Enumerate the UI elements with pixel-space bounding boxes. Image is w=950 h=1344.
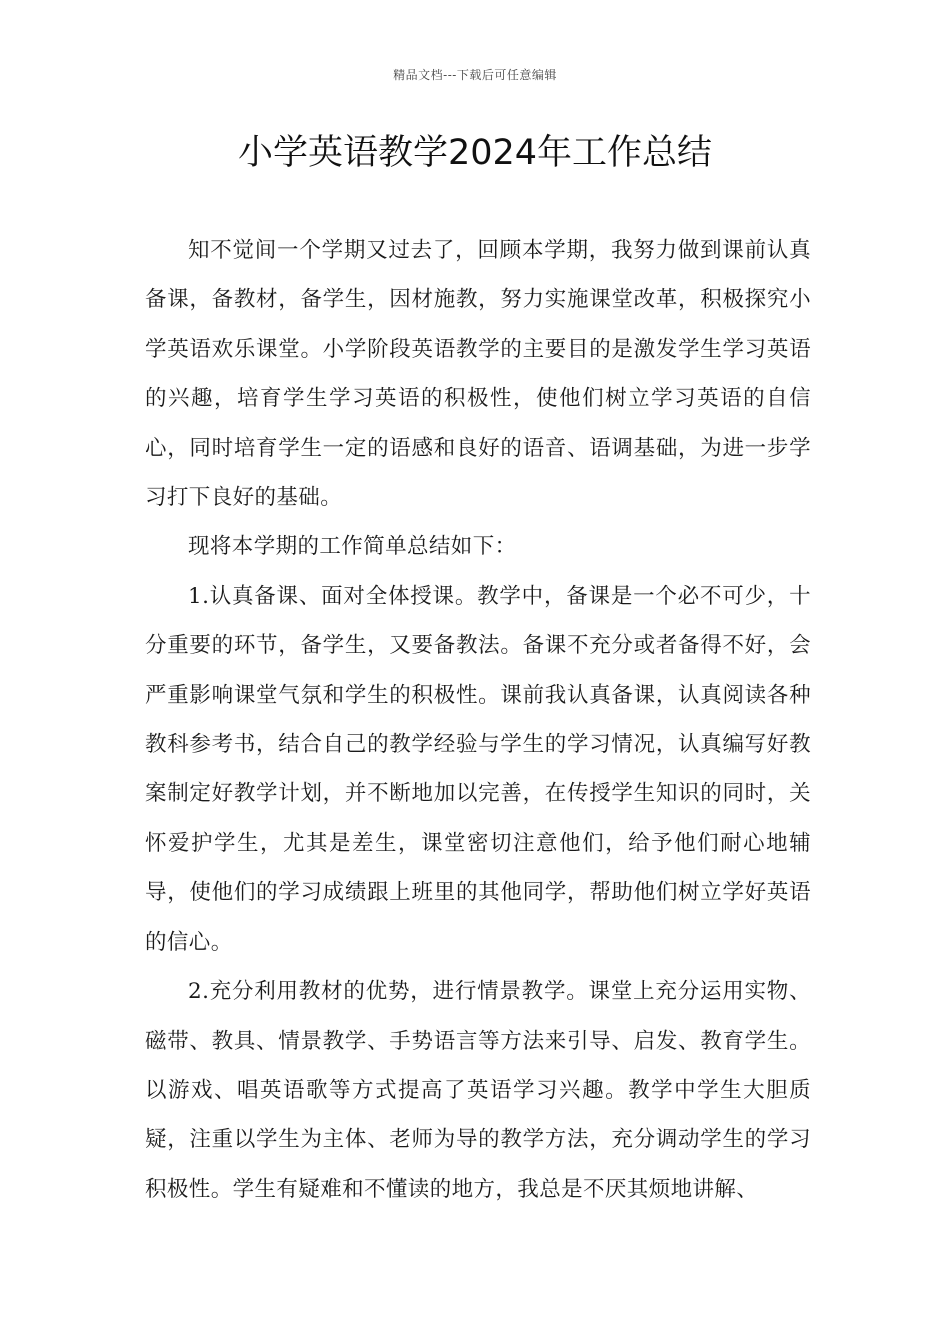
document-body bbox=[145, 226, 811, 1214]
paragraph-summary-lead: 现将本学期的工作简单总结如下： bbox=[188, 534, 517, 560]
paragraph-point-1: 1.认真备课、面对全体授课。教学中，备课是一个必不可少，十分重要的环节，备学生，又要备教法。备课不充分或者备得不好，会严重影响课堂气氛和学生的积极性。课前我认真备课，认真阅读各种教科参考书，结合自己的教学经验与学生的学习情况，认真编写好教案制定好教学计划，并不断地加以完善，在传授学生知识的同时，关怀爱护学生，尤其是差生，课堂密切注意他们，给予他们耐心地辅导，使他们的学习成绩跟上班里的其他同学，帮助他们树立学好英语的信心。 bbox=[145, 583, 811, 955]
document-title: 小学英语教学2024年工作总结 bbox=[237, 133, 713, 173]
paragraph-point-2: 2.充分利用教材的优势，进行情景教学。课堂上充分运用实物、磁带、教具、情景教学、手势语言等方法来引导、启发、教育学生。以游戏、唱英语歌等方式提高了英语学习兴趣。教学中学生大胆质疑，注重以学生为主体、老师为导的教学方法，充分调动学生的学习积极性。学生有疑难和不懂读的地方，我总是不厌其烦地讲解、 bbox=[145, 979, 811, 1202]
header-note: 精品文档---下载后可任意编辑 bbox=[393, 68, 557, 82]
paragraph-intro: 知不觉间一个学期又过去了，回顾本学期，我努力做到课前认真备课，备教材，备学生，因材施教，努力实施课堂改革，积极探究小学英语欢乐课堂。小学阶段英语教学的主要目的是激发学生学习英语的兴趣，培育学生学习英语的积极性，使他们树立学习英语的自信心，同时培育学生一定的语感和良好的语音、语调基础，为进一步学习打下良好的基础。 bbox=[145, 238, 811, 511]
